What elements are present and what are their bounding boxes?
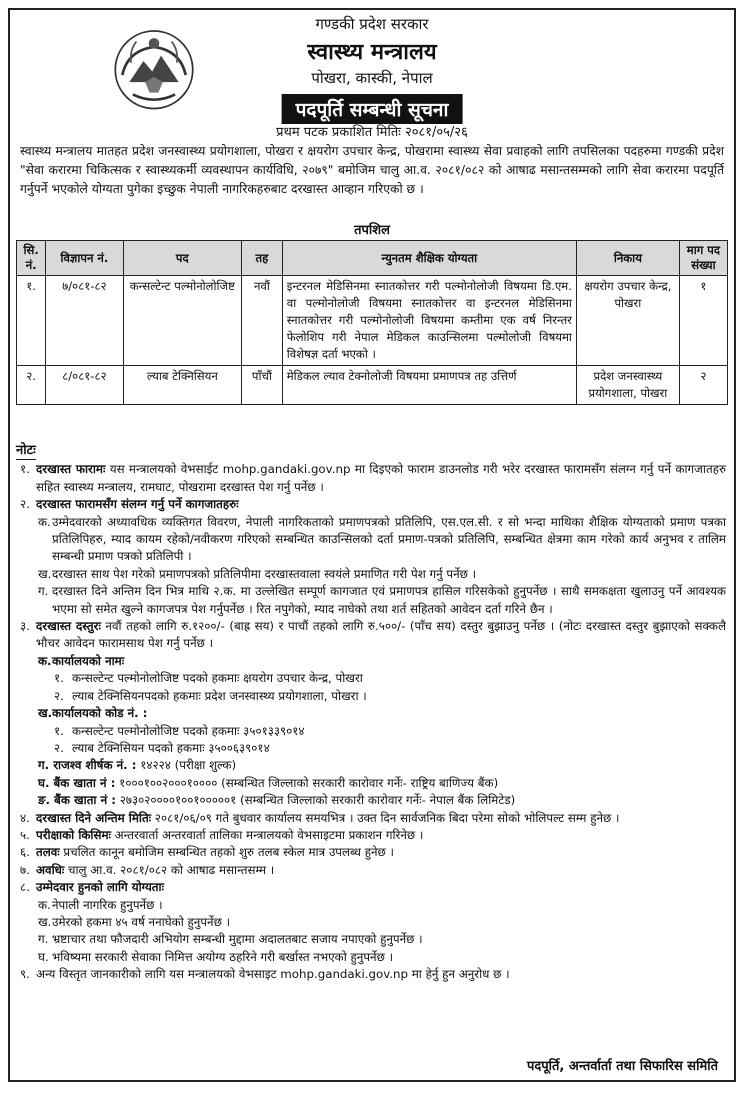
notes-section	[16, 442, 726, 984]
subitem-letter: ख.	[38, 914, 52, 929]
note-text: नवौं तहको लागि रु.१२००/- (बाह्र सय) र पाचौं तहको लागि रु.५००/- (पाँच सय) दस्तुर बुझाउनु पर्नेछ । (नोटः दरखास्त दस्तुर बुझाएको सक्कलै भौचर आवेदन फारामसाथ पेश गर्नु पर्नेछ ।	[36, 619, 726, 651]
subitem-text: भ्रष्टाचार तथा फौजदारी अभियोग सम्बन्धी मुद्दामा अदालतबाट सजाय नपाएको हुनुपर्नेछ ।	[52, 932, 423, 947]
subitem-text: १४२२४ (परीक्षा शुल्क)	[136, 758, 237, 773]
subitem-text: ल्याब टेक्निसियन पदको हकमाः ३५००६३९०१४	[72, 740, 270, 755]
header-level: तह	[242, 241, 283, 276]
note-subitem	[16, 949, 726, 966]
ministry-address: पोखरा, कास्की, नेपाल	[311, 69, 433, 87]
note-number: ६.	[20, 845, 30, 860]
note-item	[16, 844, 726, 861]
office-code-item	[16, 723, 726, 740]
note-subitem	[16, 931, 726, 948]
subitem-letter: ग.	[38, 584, 49, 599]
office-code-heading	[16, 705, 726, 722]
government-name: गण्डकी प्रदेश सरकार	[315, 15, 429, 33]
note-label: उम्मेदवार हुनको लागि योग्यताः	[36, 880, 164, 895]
note-text: चालु आ.व. २०८१/०८२ को आषाढ मसान्तसम्म ।	[64, 862, 275, 877]
note-item	[16, 461, 726, 496]
row-qualification: मेडिकल ल्याव टेक्नोलोजी विषयमा प्रमाणपत्र तह उत्तिर्ण	[282, 366, 576, 405]
note-number: २.	[20, 497, 30, 512]
header-sn: सि. नं.	[17, 241, 46, 276]
note-subitem	[16, 583, 726, 618]
note-number: ८.	[20, 880, 30, 895]
note-item	[16, 827, 726, 844]
subitem-label: कार्यालयको नामः	[52, 653, 125, 668]
subitem-number: २.	[54, 740, 64, 755]
committee-signature: पदपूर्ति, अन्तर्वार्ता तथा सिफारिस समिति	[526, 1059, 718, 1074]
note-number: ७.	[20, 862, 30, 877]
header-post: पद	[123, 241, 242, 276]
subitem-text: उम्मेदवारको अध्यावधिक व्यक्तिगत विवरण, नेपाली नागरिकताको प्रमाणपत्रको प्रतिलिपि, एस.एल.सी. र सो भन्दा माथिका शैक्षिक योग्यताको प्रमाण पत्रका प्रतिलिपिहरु, म्याद कायम रहेको/नवीकरण गरिएको सम्बन्धित काउन्सिलको दर्ता प्रमाण-पत्रको प्रतिलिपि, सम्बन्धित क्षेत्रमा काम गरेको कार्य अनुभव र तालिम सम्बन्धी प्रमाण पत्रको प्रतिलिपी ।	[52, 514, 726, 564]
subitem-letter: क.	[38, 653, 52, 668]
header-count: माग पद संख्या	[679, 241, 727, 276]
note-label: तलवः	[36, 845, 60, 860]
subitem-letter: ग.	[38, 932, 49, 947]
office-name-item	[16, 688, 726, 705]
subitem-number: २.	[54, 688, 64, 703]
note-item	[16, 862, 726, 879]
note-text: अन्य विस्तृत जानकारीको लागि यस मन्त्रालयको वेभसाइट mohp.gandaki.gov.np मा हेर्नु हुन अनुरोध छ ।	[36, 967, 510, 982]
subitem-text: दरखास्त साथ पेश गरेको प्रमाणपत्रको प्रतिलिपीमा दरखास्तवाला स्वयंले प्रमाणित गरी पेश गर्नु पर्नेछ ।	[52, 566, 477, 581]
subitem-letter: ख.	[38, 566, 52, 581]
row-count: १	[679, 276, 727, 366]
subitem-letter: ख.	[38, 706, 53, 721]
subitem-text: कन्सल्टेन्ट पल्मोनोलोजिष्ट पदको हकमाः क्षयरोग उपचार केन्द्र, पोखरा	[72, 671, 363, 686]
header-qualification: न्युनतम शैक्षिक योग्यता	[282, 241, 576, 276]
header-office: निकाय	[576, 241, 679, 276]
row-qualification: इन्टरनल मेडिसिनमा स्नातकोत्तर गरी पल्मोनोलोजी विषयमा डि.एम. वा पल्मोनोलोजी विषयमा स्नातकोत्तर वा इन्टरनल मेडिसिनमा स्नातकोत्तर गरी पल्मोनोलोजी विषयमा कम्तीमा एक वर्ष निरन्तर फेलोशिप गरी नेपाल मेडिकल काउन्सिलमा पल्मोलोजी विषयमा विशेषज्ञ दर्ता भएको ।	[282, 276, 576, 366]
subitem-text: उमेरको हकमा ४५ वर्ष ननाघेको हुनुपर्नेछ ।	[52, 914, 231, 929]
notice-page	[8, 8, 736, 1082]
note-number: ५.	[20, 827, 30, 842]
note-label: दरखास्त दस्तुरः	[36, 619, 101, 634]
row-level: नवौं	[242, 276, 283, 366]
note-text: अन्तरवार्ता अन्तरवार्ता तालिका मन्त्रालयको वेभसाइटमा प्रकाशन गरिनेछ ।	[110, 827, 424, 842]
ministry-name: स्वास्थ्य मन्त्रालय	[307, 40, 437, 65]
note-text: प्रचलित कानून बमोजिम सम्बन्धित तहको शुरु तलब स्केल मात्र उपलब्ध हुनेछ ।	[59, 845, 395, 860]
row-post: ल्याब टेक्निसियन	[123, 366, 242, 405]
row-adv-no: ७/०८१-८२	[46, 276, 123, 366]
note-number: १.	[20, 462, 30, 477]
row-sn: १.	[17, 276, 46, 366]
subitem-letter: घ.	[38, 949, 49, 964]
subitem-text: १०००१००२०००१०००० (सम्बन्धित जिल्लाको सरकारी कारोवार गर्नेः- राष्ट्रिय बाणिज्य बैंक)	[115, 775, 499, 790]
note-item	[16, 879, 726, 896]
notes-heading: नोटः	[16, 442, 36, 460]
note-label: परीक्षाको किसिमः	[36, 827, 111, 842]
subitem-label: ङ. बैंक खाता नं :	[38, 793, 116, 808]
header-adv-no: विज्ञापन नं.	[46, 241, 123, 276]
note-subitem	[16, 897, 726, 914]
bank-account-item	[16, 775, 726, 792]
note-text: २०८१/०६/०९ गते बुधवार कार्यालय समयभित्र । उक्त दिन सार्वजनिक बिदा परेमा सोको भोलिपल्ट सम्म हुनेछ ।	[151, 810, 620, 825]
office-name-heading	[16, 653, 726, 670]
note-subitem	[16, 914, 726, 931]
office-code-item	[16, 740, 726, 757]
subitem-number: १.	[54, 671, 64, 686]
row-sn: २.	[17, 366, 46, 405]
subitem-label: घ. बैंक खाता नं :	[38, 775, 116, 790]
subitem-letter: क.	[38, 514, 51, 529]
subitem-text: ल्याब टेक्निसियनपदको हकमाः प्रदेश जनस्वास्थ्य प्रयोगशाला, पोखरा ।	[72, 688, 367, 703]
notice-header	[10, 10, 734, 140]
subitem-text: नेपाली नागरिक हुनुपर्नेछ ।	[52, 897, 163, 912]
note-number: ९.	[20, 967, 30, 982]
vacancy-table	[16, 240, 728, 405]
row-count: २	[679, 366, 727, 405]
note-item	[16, 618, 726, 653]
note-subitem	[16, 566, 726, 583]
note-item	[16, 496, 726, 513]
note-label: दरखास्त फारामसँग संलग्न गर्नु पर्ने कागजातहरुः	[36, 497, 239, 512]
subitem-text: भविष्यमा सरकारी सेवाका निमित्त अयोग्य ठहरिने गरी बर्खास्त नभएको हुनुपर्नेछ ।	[52, 949, 394, 964]
subitem-text: दरखास्त दिने अन्तिम दिन भित्र माथि २.क. मा उल्लेखित सम्पूर्ण कागजात एवं प्रमाणपत्र हासिल गरिसकेको हुनुपर्नेछ । साथै समकक्षता खुलाउनु पर्ने आवश्यक भएमा सो समेत खुल्ने कागजपत्र पेश गर्नुपर्नेछ । रित नपुगेको, म्याद नाघेको तथा शर्त सहितको आवेदन दर्ता गरिने छैन ।	[52, 584, 726, 616]
revenue-heading	[16, 757, 726, 774]
note-label: दरखास्त दिने अन्तिम मितिः	[36, 810, 152, 825]
subitem-label: कार्यालयको कोड नं. :	[52, 706, 148, 721]
office-name-item	[16, 670, 726, 687]
note-text: यस मन्त्रालयको वेभसाईट mohp.gandaki.gov.np मा दिइएको फाराम डाउनलोड गरी भरेर दरखास्त फारामसँग संलग्न गर्नु पर्ने कागजातहरु सहित स्वास्थ्य मन्त्रालय, रामघाट, पोखरामा दरखास्त पेश गर्नु पर्नेछ ।	[36, 462, 726, 494]
note-label: अवधिः	[36, 862, 65, 877]
row-level: पाँचौं	[242, 366, 283, 405]
table-row	[17, 366, 728, 405]
published-date: प्रथम पटक प्रकाशित मितिः २०८१/०५/२६	[276, 125, 468, 140]
subitem-text: कन्सल्टेन्ट पल्मोनोलोजिष्ट पदको हकमाः ३५०१३३९०१४	[72, 723, 305, 738]
note-item	[16, 966, 726, 983]
subitem-label: ग. राजश्व शीर्षक नं. :	[38, 758, 137, 773]
note-number: ४.	[20, 810, 30, 825]
subitem-number: १.	[54, 723, 64, 738]
row-office: प्रदेश जनस्वास्थ्य प्रयोगशाला, पोखरा	[576, 366, 679, 405]
tapasil-heading: तपशिल	[354, 223, 390, 238]
row-adv-no: ८/०८१-८२	[46, 366, 123, 405]
note-number: ३.	[20, 619, 30, 634]
table-header-row	[17, 241, 728, 276]
subitem-letter: क.	[38, 897, 51, 912]
notice-title: पदपूर्ति सम्बन्धी सूचना	[282, 94, 463, 124]
row-post: कन्सल्टेन्ट पल्मोनोलोजिष्ट	[123, 276, 242, 366]
bank-account-item	[16, 792, 726, 809]
table-row	[17, 276, 728, 366]
note-subitem	[16, 514, 726, 566]
intro-paragraph: स्वास्थ्य मन्त्रालय मातहत प्रदेश जनस्वास्थ्य प्रयोगशाला, पोखरा र क्षयरोग उपचार केन्द्र, पोखरामा स्वास्थ्य सेवा प्रवाहको लागि तपसिलका पदहरुमा गण्डकी प्रदेश "सेवा करारमा चिकित्सक र स्वास्थ्यकर्मी व्यवस्थापन कार्यविधि, २०७९" बमोजिम चालु आ.व. २०८१/०८२ को आषाढ मसान्तसम्मको लागि सेवा करारमा पदपूर्ति गर्नुपर्ने भएकोले योग्यता पुगेका इच्छुक नेपाली नागरिकहरुबाट दरखास्त आव्हान गरिएको छ ।	[20, 144, 724, 196]
subitem-text: २७३०२००००१००१०००००१ (सम्बन्धित जिल्लाको सरकारी कारोवार गर्नेः- नेपाल बैंक लिमिटेड)	[115, 793, 516, 808]
row-office: क्षयरोग उपचार केन्द्र, पोखरा	[576, 276, 679, 366]
note-label: दरखास्त फारामः	[36, 462, 106, 477]
note-item	[16, 810, 726, 827]
